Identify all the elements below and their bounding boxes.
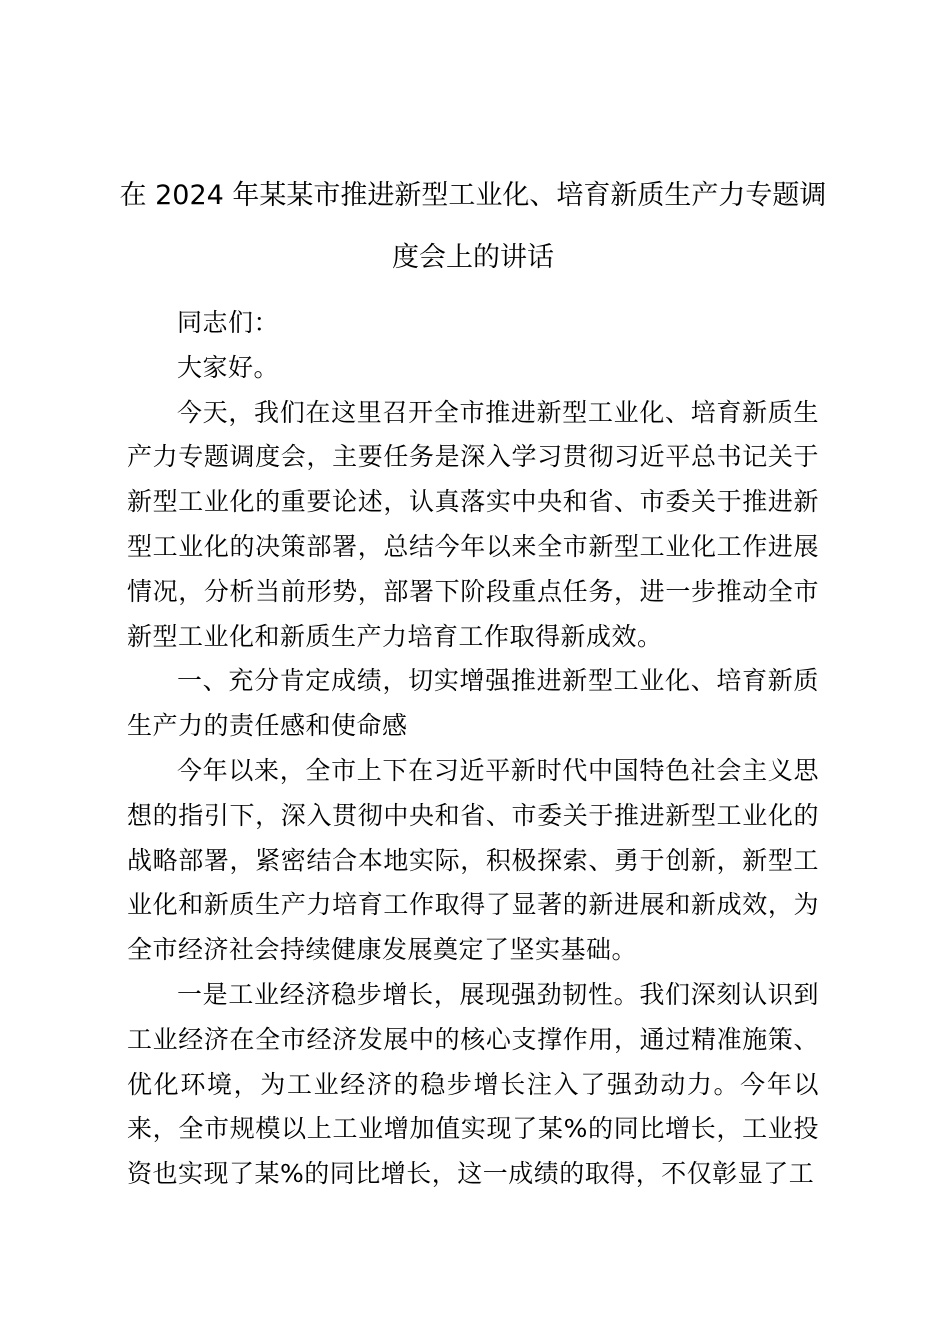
- document-title: 在 2024 年某某市推进新型工业化、培育新质生产力专题调度会上的讲话: [119, 180, 827, 273]
- section-1-paragraph: 今年以来，全市上下在习近平新时代中国特色社会主义思想的指引下，深入贯彻中央和省、市委关于推进新型工业化的战略部署，紧密结合本地实际，积极探索、勇于创新，新型工业化和新质生产力培育工作取得了显著的新进展和新成效，为全市经济社会持续健康发展奠定了坚实基础。: [127, 755, 819, 965]
- document-page: [119, 165, 827, 1197]
- section-heading-1: 一、充分肯定成绩，切实增强推进新型工业化、培育新质生产力的责任感和使命感: [127, 666, 819, 741]
- greeting: 大家好。: [177, 352, 280, 382]
- salutation: 同志们：: [177, 308, 280, 337]
- point-1-paragraph: 一是工业经济稳步增长，展现强劲韧性。我们深刻认识到工业经济在全市经济发展中的核心支撑作用，通过精准施策、优化环境，为工业经济的稳步增长注入了强劲动力。今年以来，全市规模以上工业增加值实现了某%的同比增长，工业投资也实现了某%的同比增长，这一成绩的取得，不仅彰显了工: [127, 979, 819, 1189]
- intro-paragraph: 今天，我们在这里召开全市推进新型工业化、培育新质生产力专题调度会，主要任务是深入学习贯彻习近平总书记关于新型工业化的重要论述，认真落实中央和省、市委关于推进新型工业化的决策部署，总结今年以来全市新型工业化工作进展情况，分析当前形势，部署下阶段重点任务，进一步推动全市新型工业化和新质生产力培育工作取得新成效。: [127, 397, 819, 651]
